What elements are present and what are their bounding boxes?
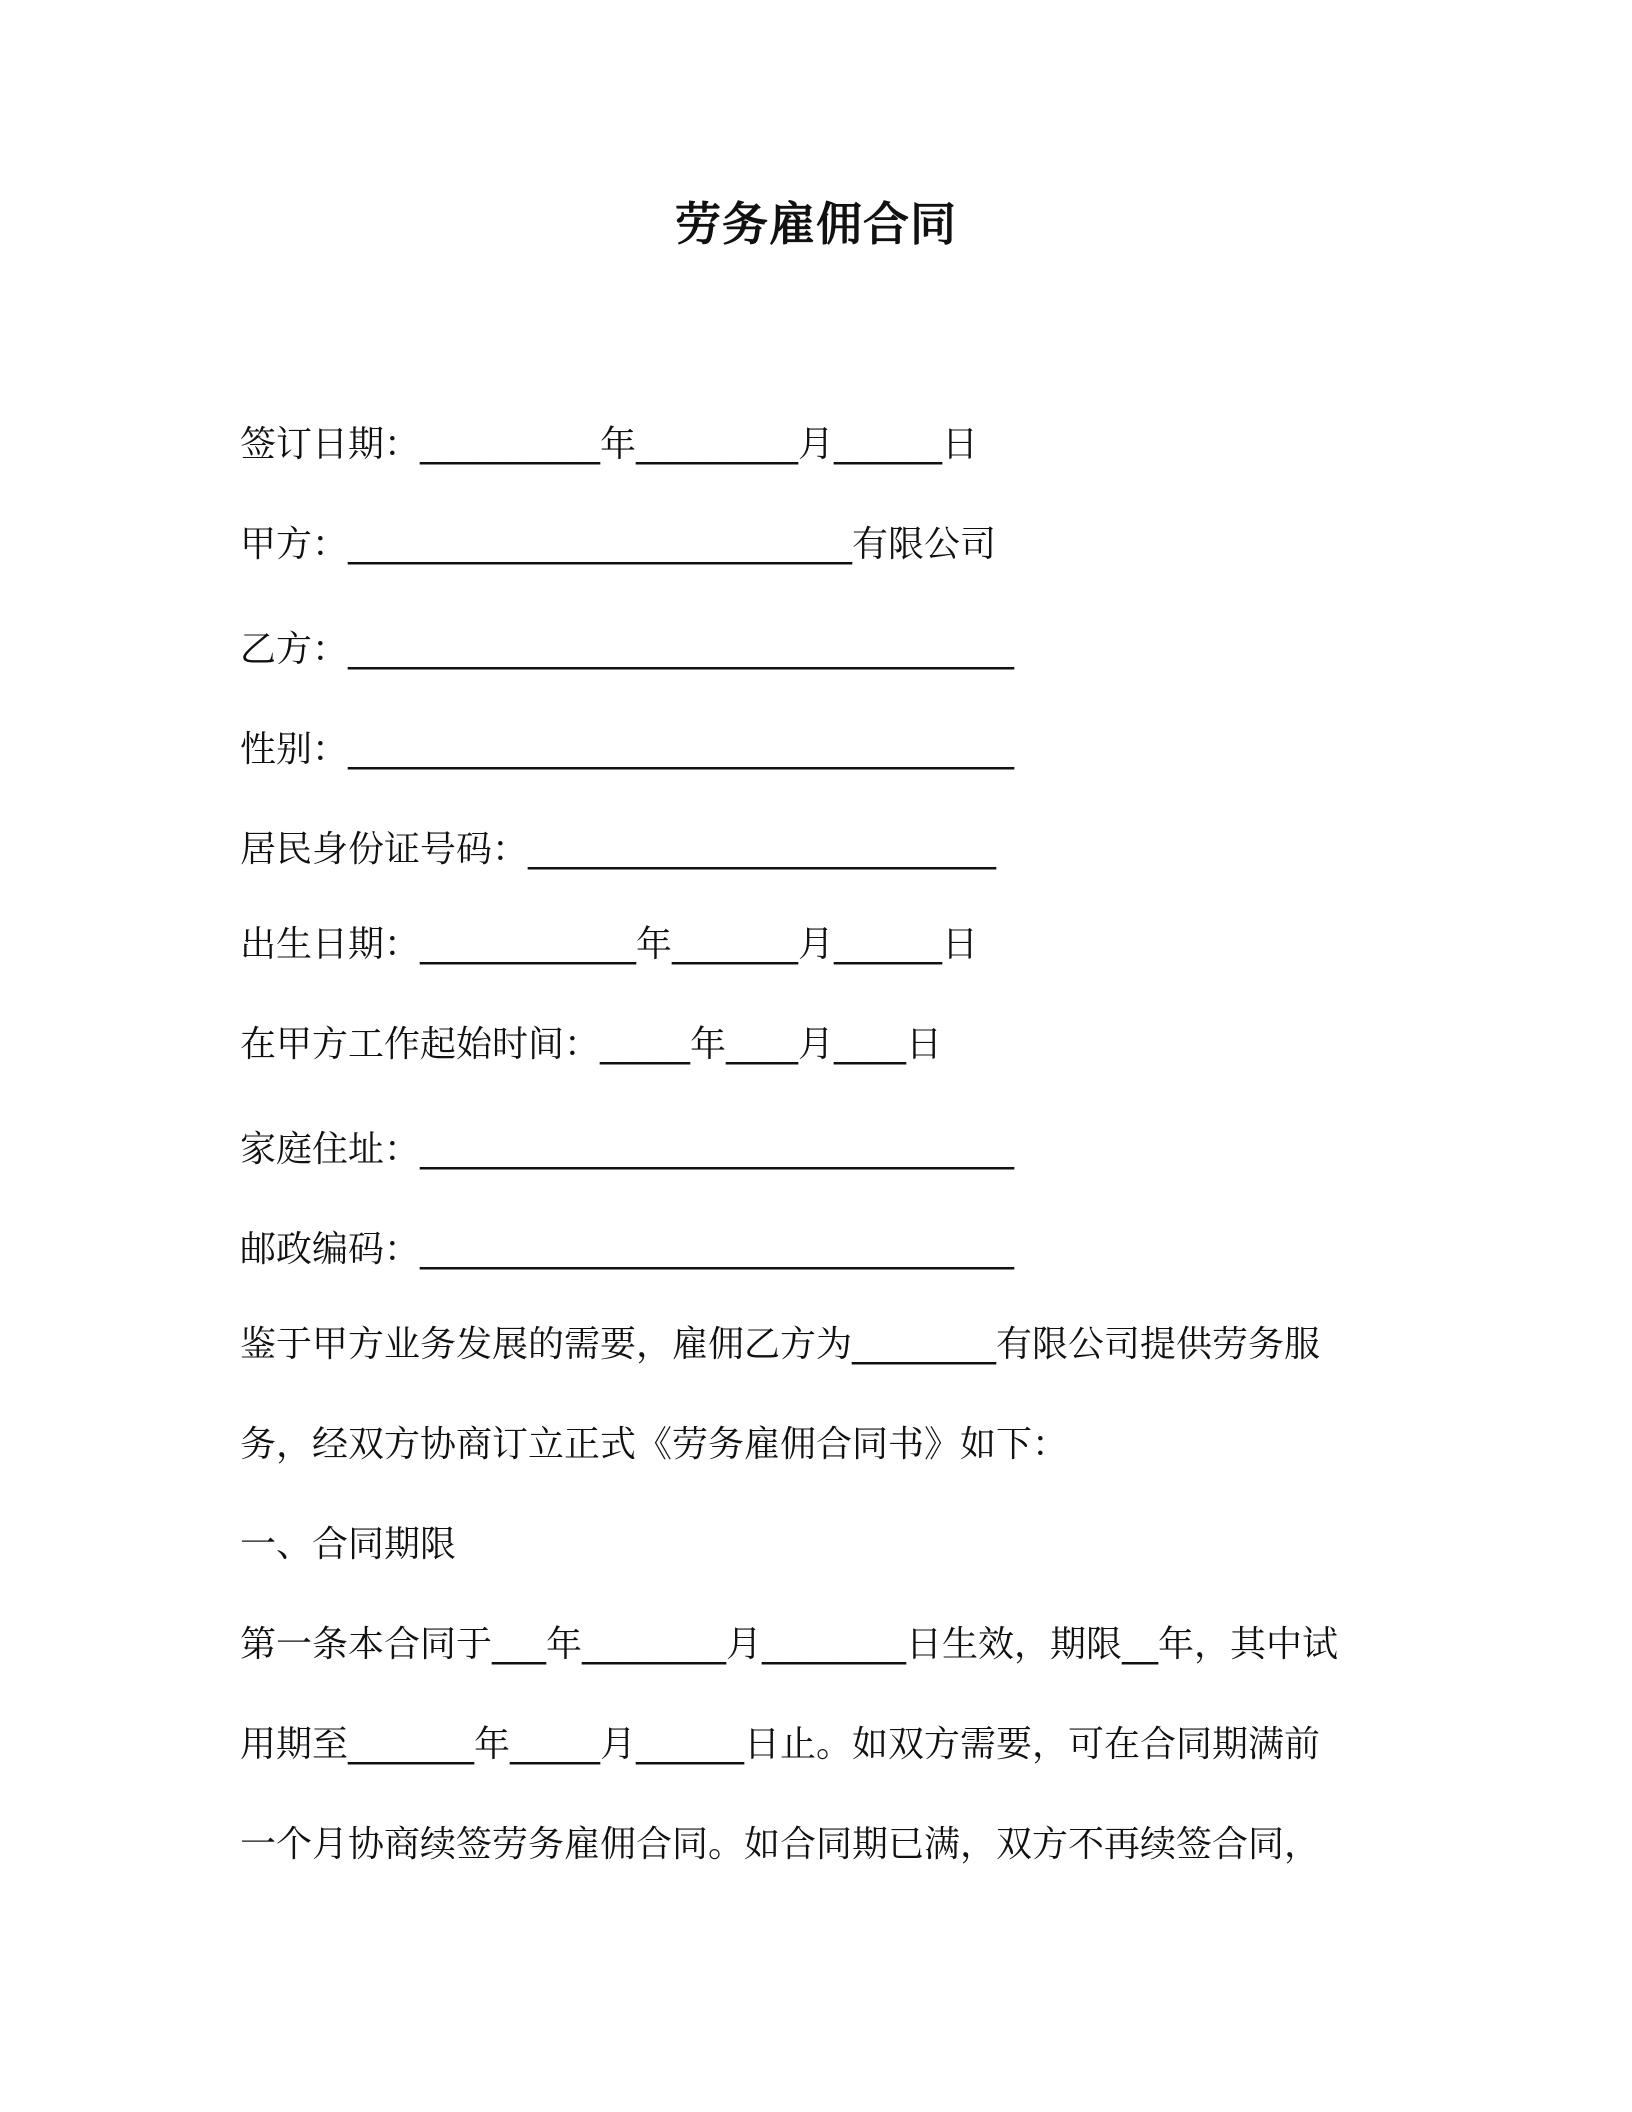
party-b-field: 乙方：_____________________________________ xyxy=(240,629,1015,670)
section-heading-contract-term: 一、合同期限 xyxy=(240,1524,457,1565)
article-1-line-3: 一个月协商续签劳务雇佣合同。如合同期已满，双方不再续签合同， xyxy=(240,1824,1321,1865)
work-start-date-field: 在甲方工作起始时间：_____年____月____日 xyxy=(240,1024,943,1065)
sign-date-field: 签订日期：__________年_________月______日 xyxy=(240,424,979,465)
article-1-line-1: 第一条本合同于___年________月________日生效，期限__年，其中试 xyxy=(240,1624,1339,1665)
birth-date-field: 出生日期：____________年_______月______日 xyxy=(240,924,979,965)
home-address-field: 家庭住址：_________________________________ xyxy=(240,1129,1015,1170)
id-number-field: 居民身份证号码：__________________________ xyxy=(240,829,997,870)
gender-field: 性别：_____________________________________ xyxy=(240,729,1015,770)
document-title: 劳务雇佣合同 xyxy=(675,197,957,251)
postal-code-field: 邮政编码：_________________________________ xyxy=(240,1229,1015,1270)
intro-line-1: 鉴于甲方业务发展的需要，雇佣乙方为________有限公司提供劳务服 xyxy=(240,1324,1321,1365)
article-1-line-2: 用期至_______年_____月______日止。如双方需要，可在合同期满前 xyxy=(240,1724,1321,1765)
party-a-field: 甲方：____________________________有限公司 xyxy=(240,524,997,565)
intro-line-2: 务，经双方协商订立正式《劳务雇佣合同书》如下： xyxy=(240,1424,1069,1465)
